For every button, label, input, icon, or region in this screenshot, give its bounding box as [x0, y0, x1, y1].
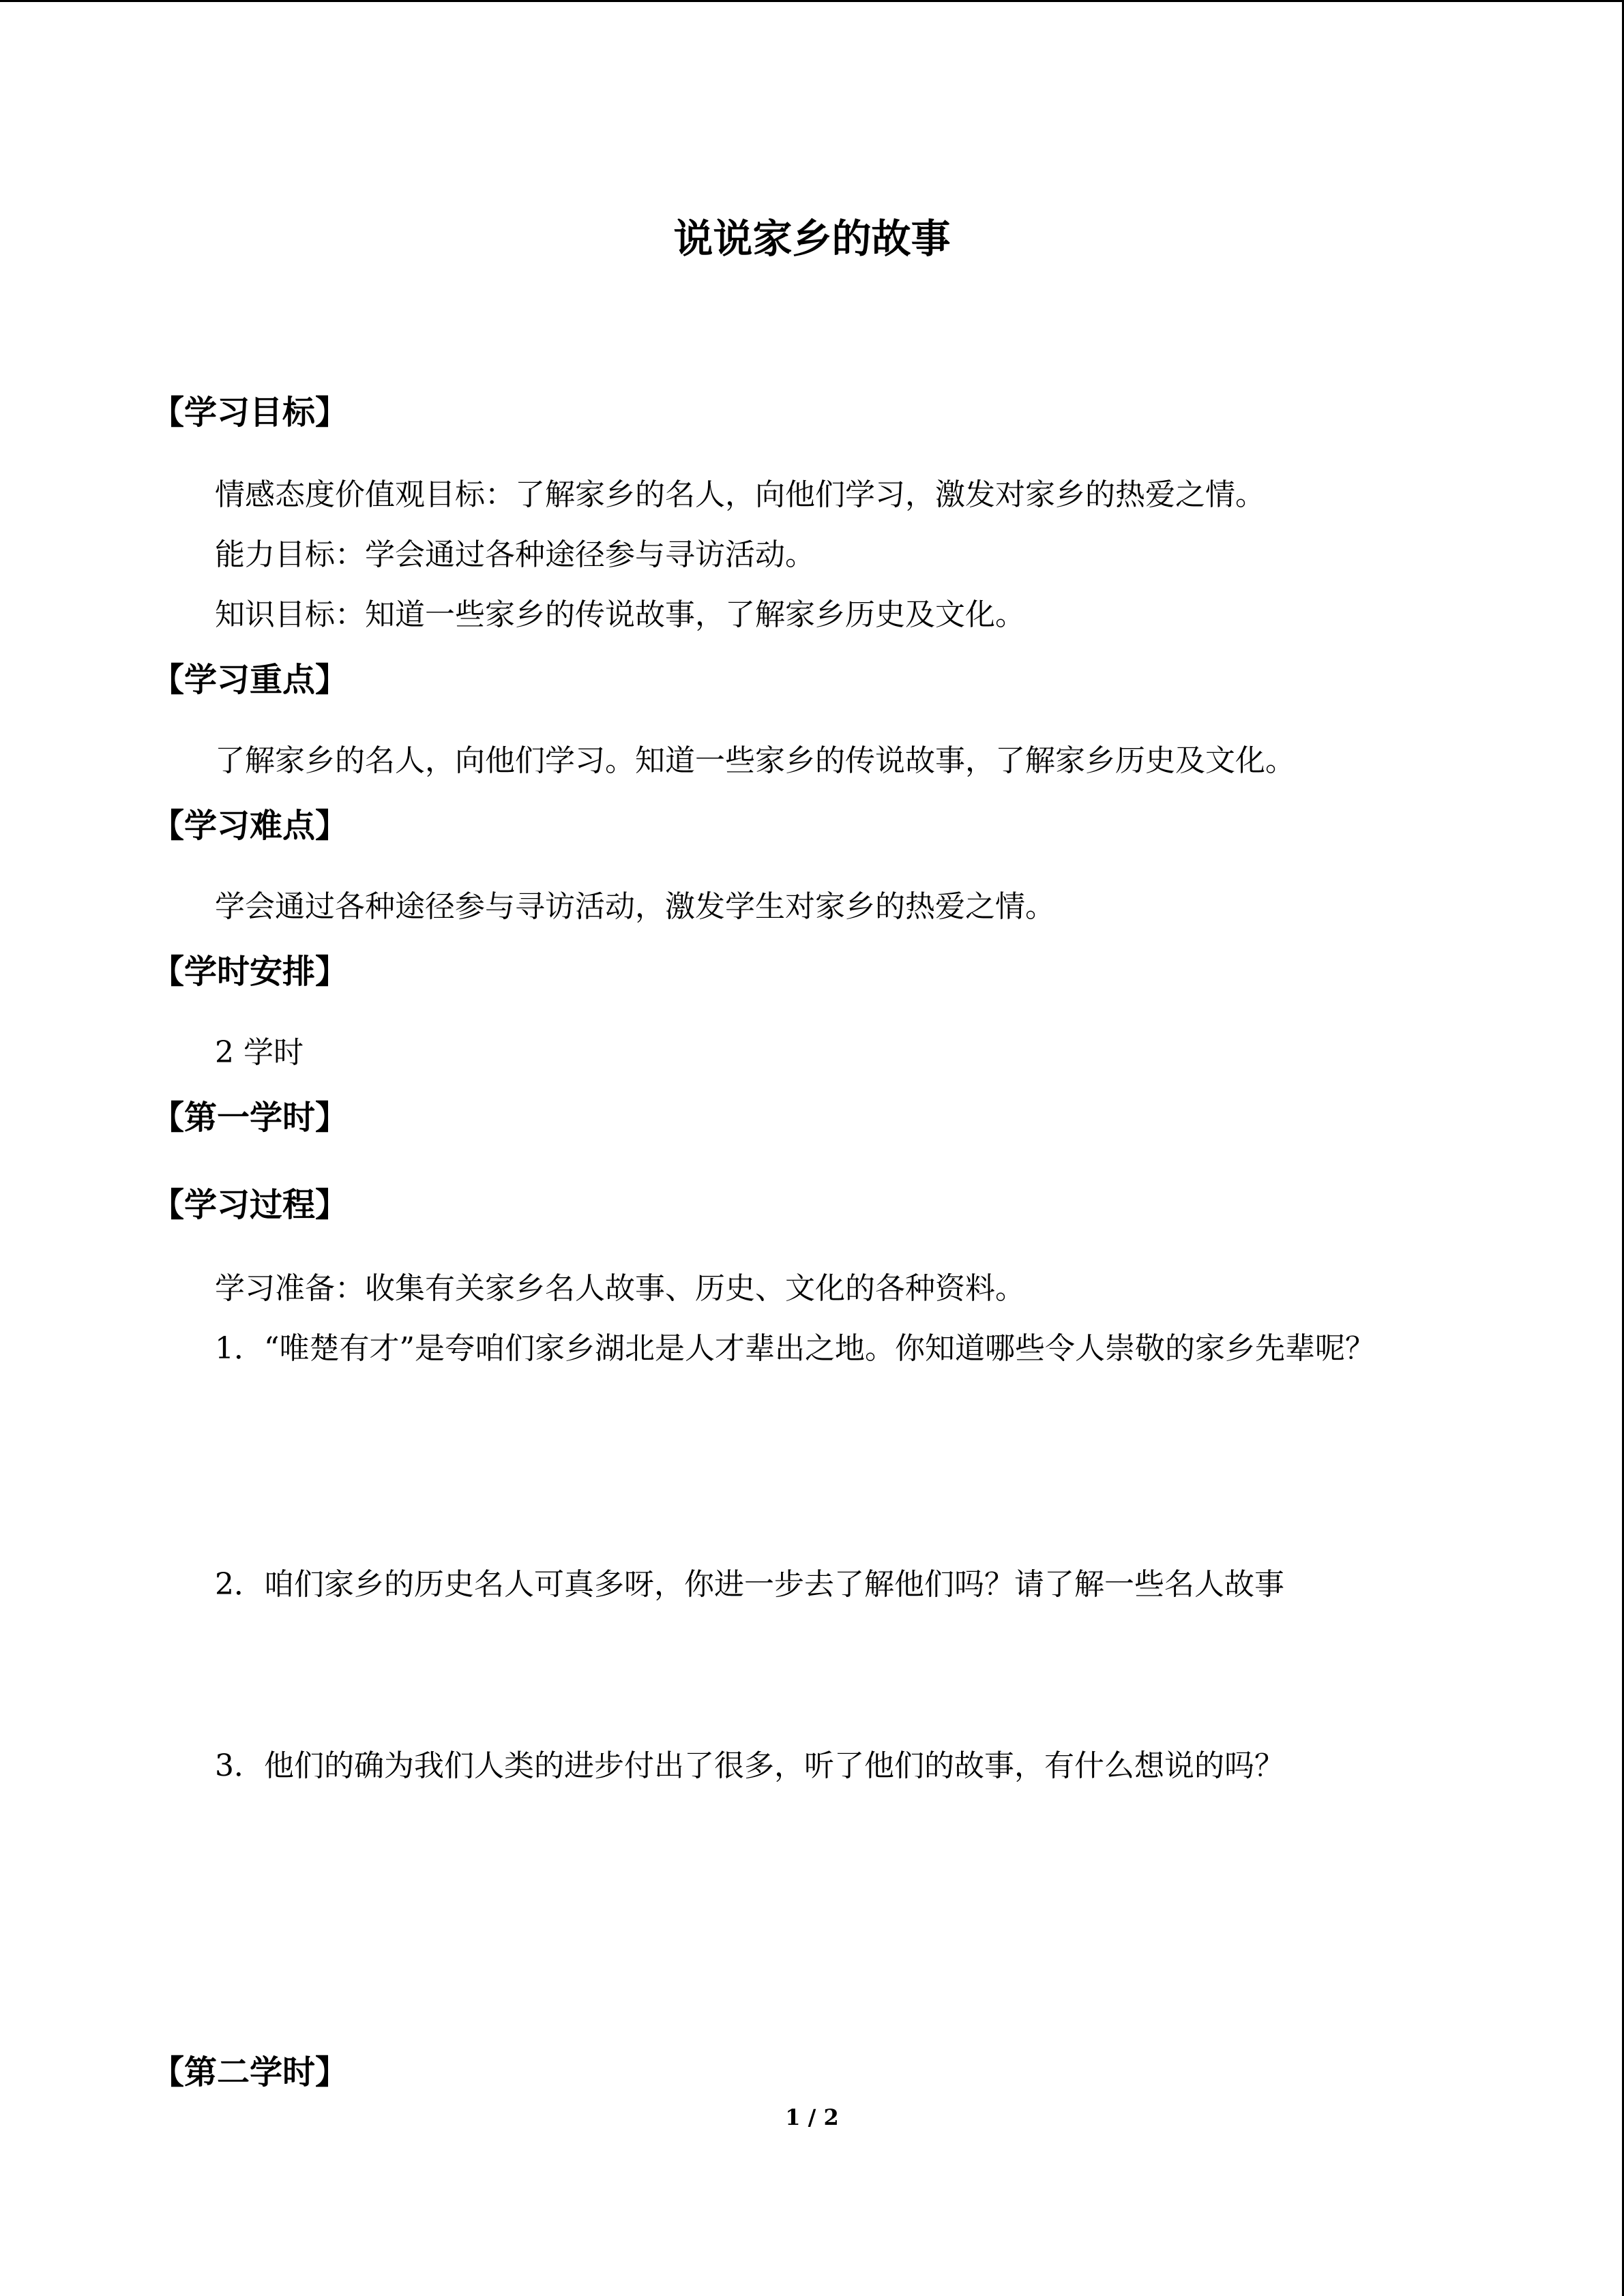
schedule-text: 2 学时 — [215, 1035, 304, 1070]
objective-knowledge: 知识目标：知道一些家乡的传说故事，了解家乡历史及文化。 — [215, 597, 1025, 632]
objectives-heading: 【学习目标】 — [151, 393, 349, 432]
difficulties-text: 学会通过各种途径参与寻访活动，激发学生对家乡的热爱之情。 — [215, 889, 1055, 924]
difficulties-heading: 【学习难点】 — [151, 807, 349, 845]
schedule-heading: 【学时安排】 — [151, 953, 349, 991]
first-period-heading: 【第一学时】 — [151, 1099, 349, 1137]
page-title: 说说家乡的故事 — [673, 215, 951, 262]
key-points-heading: 【学习重点】 — [151, 661, 349, 699]
process-heading: 【学习过程】 — [151, 1186, 349, 1224]
key-points-text: 了解家乡的名人，向他们学习。知道一些家乡的传说故事，了解家乡历史及文化。 — [215, 743, 1295, 778]
question-3: 3．他们的确为我们人类的进步付出了很多，听了他们的故事，有什么想说的吗？ — [215, 1748, 1284, 1783]
preparation-text: 学习准备：收集有关家乡名人故事、历史、文化的各种资料。 — [215, 1271, 1025, 1306]
question-2: 2．咱们家乡的历史名人可真多呀，你进一步去了解他们吗？请了解一些名人故事 — [215, 1567, 1284, 1602]
page-number: 1 / 2 — [785, 2104, 839, 2130]
objective-ability: 能力目标：学会通过各种途径参与寻访活动。 — [215, 537, 815, 572]
objective-emotion: 情感态度价值观目标：了解家乡的名人，向他们学习，激发对家乡的热爱之情。 — [215, 477, 1265, 512]
second-period-heading: 【第二学时】 — [151, 2053, 349, 2091]
question-1: 1．“唯楚有才”是夸咱们家乡湖北是人才辈出之地。你知道哪些令人崇敬的家乡先辈呢？ — [215, 1331, 1375, 1366]
